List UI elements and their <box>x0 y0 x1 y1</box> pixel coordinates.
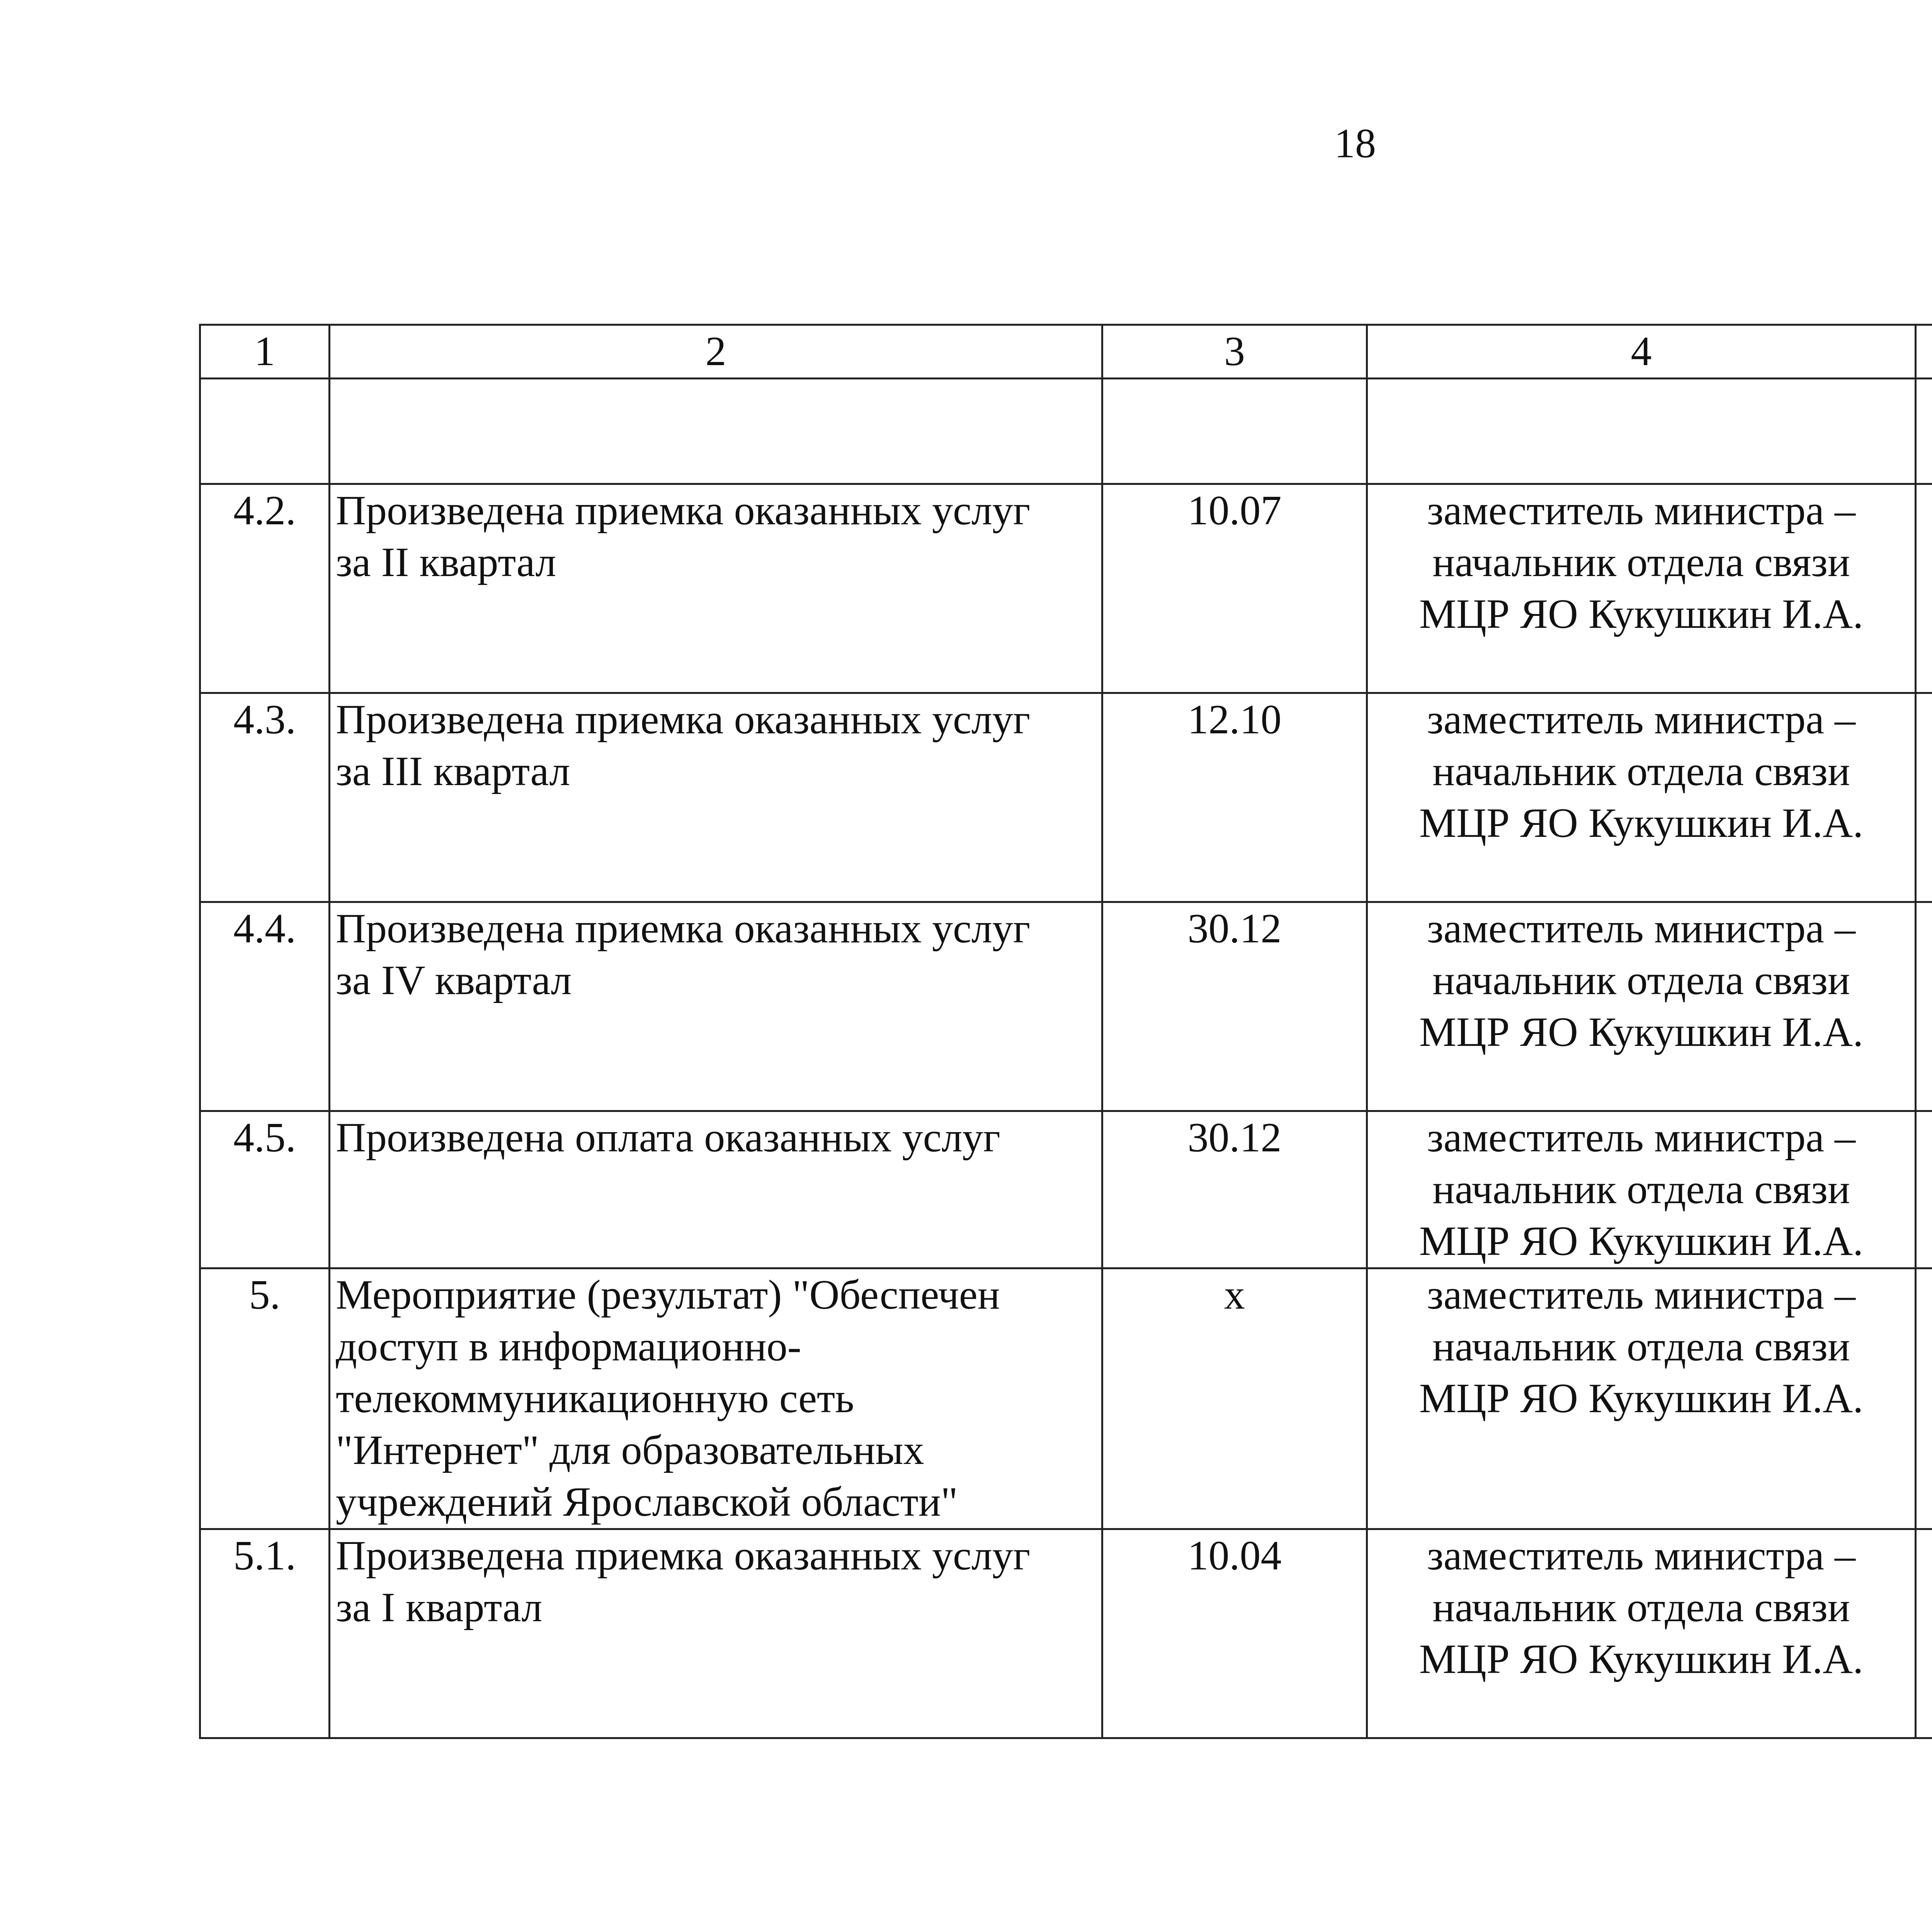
item-name-line: за IV квартал <box>336 957 572 1003</box>
item-number-cell: 5. <box>200 1268 330 1529</box>
responsible-line: МЦР ЯО Кукушкин И.А. <box>1419 1375 1864 1421</box>
item-number-cell: 4.4. <box>200 902 330 1111</box>
item-name-cell <box>330 1111 1102 1268</box>
column-number-cell <box>1916 325 1932 379</box>
table-row <box>200 1268 1932 1529</box>
responsible-line: МЦР ЯО Кукушкин И.А. <box>1419 1009 1864 1055</box>
deadline-cell: 12.10 <box>1102 693 1367 902</box>
item-name-line: телекоммуникационную сеть <box>336 1375 854 1421</box>
table-row <box>200 484 1932 693</box>
document-line <box>1922 1006 1932 1058</box>
item-number-cell: 4.3. <box>200 693 330 902</box>
plan-table <box>199 324 1932 1739</box>
deadline-cell: 30.12 <box>1102 902 1367 1111</box>
responsible-cell <box>1367 1268 1916 1529</box>
responsible-line: начальник отдела связи <box>1432 1166 1850 1212</box>
responsible-line: заместитель министра – <box>1427 488 1855 534</box>
continuation-row <box>200 379 1932 484</box>
item-name-line: Произведена приемка оказанных услуг <box>336 906 1031 952</box>
column-number-cell: 1 <box>200 325 330 379</box>
responsible-line: МЦР ЯО Кукушкин И.А. <box>1419 1218 1864 1264</box>
table-row <box>200 902 1932 1111</box>
responsible-line: начальник отдела связи <box>1432 539 1850 585</box>
document-cell <box>1916 1111 1932 1268</box>
responsible-line: заместитель министра – <box>1427 1115 1855 1161</box>
document-cell <box>1916 902 1932 1111</box>
item-name-line: Мероприятие (результат) "Обеспечен <box>336 1272 1000 1318</box>
empty-cell <box>1102 379 1367 484</box>
item-name-cell <box>330 1268 1102 1529</box>
empty-cell <box>200 379 330 484</box>
responsible-cell <box>1367 1529 1916 1738</box>
document-line <box>1922 797 1932 849</box>
responsible-cell <box>1367 1111 1916 1268</box>
empty-cell <box>1367 379 1916 484</box>
responsible-line: заместитель министра – <box>1427 1533 1855 1579</box>
document-cell <box>1916 693 1932 902</box>
item-number-cell: 4.5. <box>200 1111 330 1268</box>
item-name-line: за I квартал <box>336 1584 543 1630</box>
item-name-line: Произведена оплата оказанных услуг <box>336 1115 1000 1161</box>
column-number-row <box>200 325 1932 379</box>
deadline-cell: 30.12 <box>1102 1111 1367 1268</box>
responsible-line: МЦР ЯО Кукушкин И.А. <box>1419 591 1864 637</box>
item-name-cell <box>330 484 1102 693</box>
document-line <box>1922 1582 1932 1634</box>
table-row <box>200 1529 1932 1738</box>
document-line <box>1922 694 1932 746</box>
responsible-line: начальник отдела связи <box>1432 1584 1850 1630</box>
item-name-line: доступ в информационно- <box>336 1324 801 1370</box>
responsible-cell <box>1367 902 1916 1111</box>
item-number-cell: 5.1. <box>200 1529 330 1738</box>
responsible-line: МЦР ЯО Кукушкин И.А. <box>1419 800 1864 846</box>
deadline-cell: х <box>1102 1268 1367 1529</box>
responsible-line: начальник отдела связи <box>1432 748 1850 794</box>
document-line <box>1922 1634 1932 1685</box>
item-name-line: за II квартал <box>336 539 556 585</box>
table-row <box>200 1111 1932 1268</box>
document-line <box>1922 903 1932 955</box>
column-number-cell: 2 <box>330 325 1102 379</box>
responsible-cell <box>1367 484 1916 693</box>
item-name-line: за III квартал <box>336 748 570 794</box>
responsible-line: заместитель министра – <box>1427 697 1855 743</box>
column-number-cell: 3 <box>1102 325 1367 379</box>
empty-cell <box>330 379 1102 484</box>
document-cell <box>1916 1529 1932 1738</box>
item-name-cell <box>330 693 1102 902</box>
document-cell <box>1916 1268 1932 1529</box>
table-row <box>200 693 1932 902</box>
responsible-line: начальник отдела связи <box>1432 957 1850 1003</box>
deadline-cell: 10.04 <box>1102 1529 1367 1738</box>
item-name-line: Произведена приемка оказанных услуг <box>336 697 1031 743</box>
document-line <box>1922 955 1932 1006</box>
responsible-line: начальник отдела связи <box>1432 1324 1850 1370</box>
document-line <box>1922 588 1932 640</box>
item-number-cell: 4.2. <box>200 484 330 693</box>
responsible-line: МЦР ЯО Кукушкин И.А. <box>1419 1636 1864 1682</box>
empty-cell <box>1916 379 1932 484</box>
item-name-line: учреждений Ярославской области" <box>336 1479 958 1525</box>
item-name-cell <box>330 902 1102 1111</box>
document-line <box>1922 1530 1932 1582</box>
document-line <box>1922 1164 1932 1216</box>
deadline-cell: 10.07 <box>1102 484 1367 693</box>
document-line <box>1922 537 1932 588</box>
column-number-cell: 4 <box>1367 325 1916 379</box>
document-line <box>1922 1112 1932 1164</box>
document-cell <box>1916 484 1932 693</box>
item-name-line: Произведена приемка оказанных услуг <box>336 1533 1031 1579</box>
document-line <box>1922 746 1932 797</box>
item-name-cell <box>330 1529 1102 1738</box>
item-name-line: "Интернет" для образовательных <box>336 1427 924 1473</box>
item-name-line: Произведена приемка оказанных услуг <box>336 488 1031 534</box>
responsible-line: заместитель министра – <box>1427 906 1855 952</box>
responsible-line: заместитель министра – <box>1427 1272 1855 1318</box>
document-line <box>1922 485 1932 537</box>
page-number: 18 <box>1334 121 1376 167</box>
responsible-cell <box>1367 693 1916 902</box>
